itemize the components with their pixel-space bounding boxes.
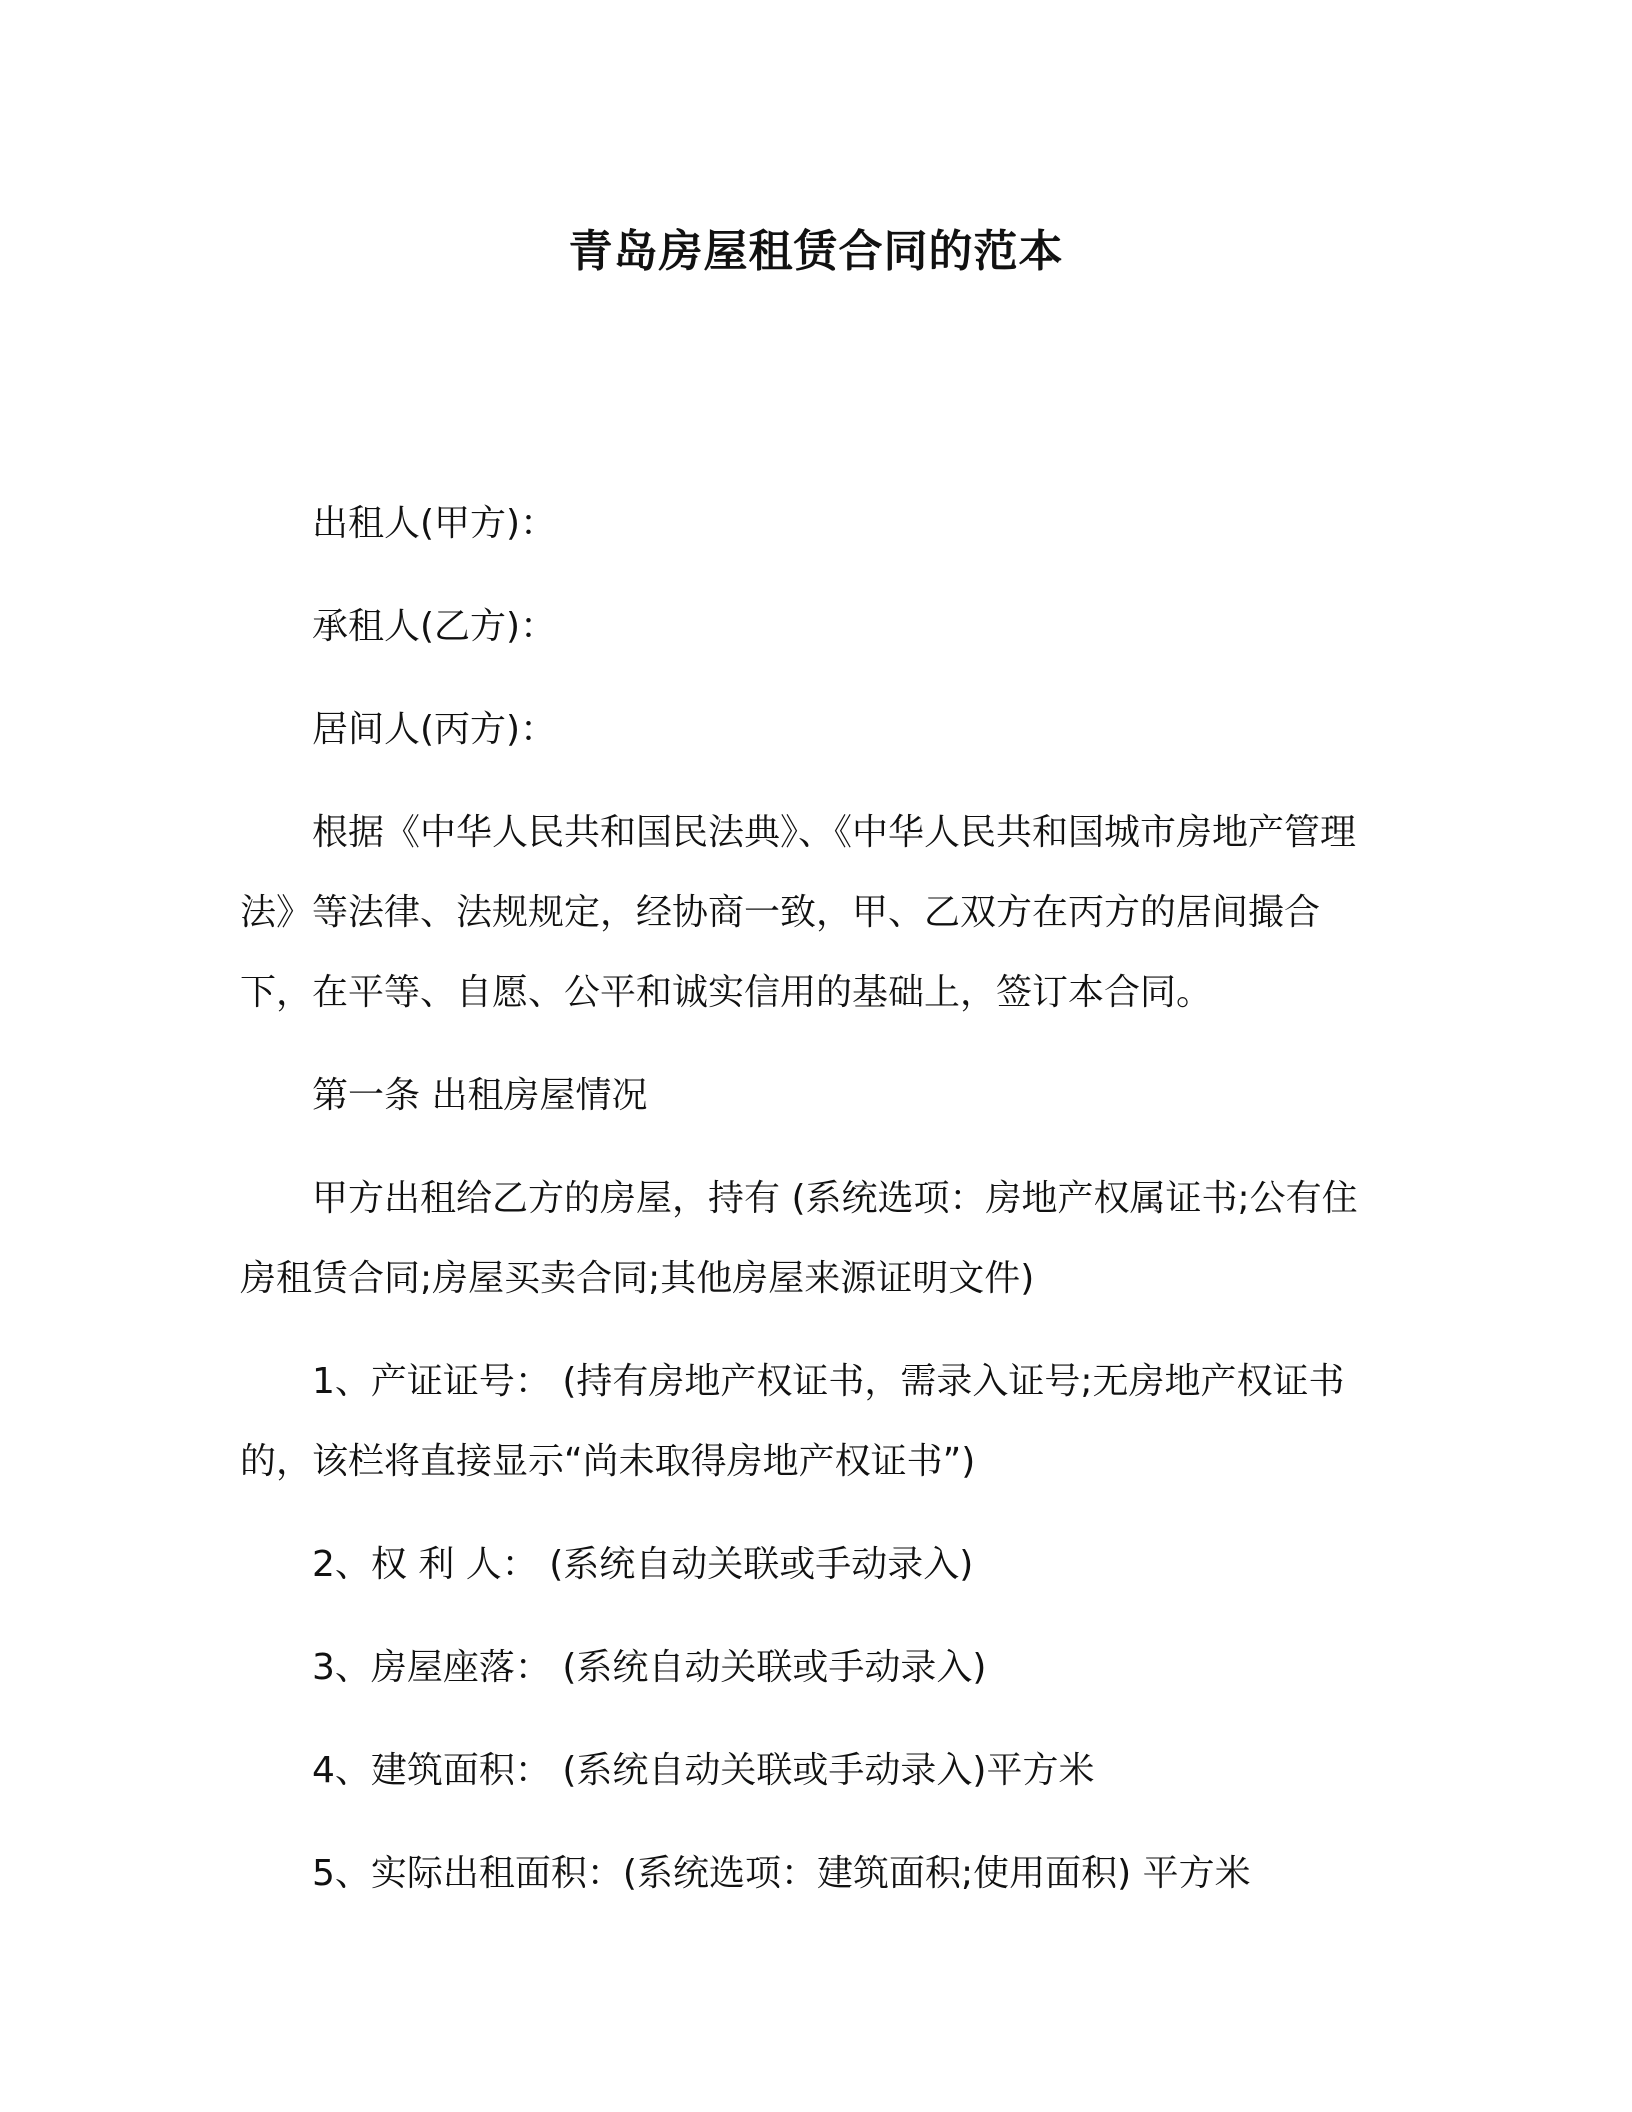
party-a-line: 出租人(甲方)： <box>312 503 557 544</box>
item-rights-holder: 2、权 利 人： (系统自动关联或手动录入) <box>312 1544 974 1585</box>
property-source-paragraph: 甲方出租给乙方的房屋，持有 (系统选项：房地产权属证书;公有住房租赁合同;房屋买卖合同;其他房屋来源证明文件) <box>240 1178 1358 1299</box>
document-body <box>240 484 1380 1937</box>
preamble-paragraph: 根据《中华人民共和国民法典》、《中华人民共和国城市房地产管理法》等法律、法规规定，经协商一致，甲、乙双方在丙方的居间撮合下，在平等、自愿、公平和诚实信用的基础上，签订本合同。 <box>240 812 1357 1013</box>
party-c-line: 居间人(丙方)： <box>312 709 557 750</box>
item-building-area: 4、建筑面积： (系统自动关联或手动录入)平方米 <box>312 1750 1095 1791</box>
document-title: 青岛房屋租赁合同的范本 <box>568 226 1064 277</box>
party-b-line: 承租人(乙方)： <box>312 606 557 647</box>
item-certificate-number: 1、产证证号： (持有房地产权证书，需录入证号;无房地产权证书的，该栏将直接显示“尚未取得房地产权证书”) <box>240 1361 1345 1482</box>
article-one-heading: 第一条 出租房屋情况 <box>312 1075 648 1116</box>
item-property-location: 3、房屋座落： (系统自动关联或手动录入) <box>312 1647 987 1688</box>
item-rental-area: 5、实际出租面积：(系统选项：建筑面积;使用面积) 平方米 <box>312 1853 1251 1894</box>
